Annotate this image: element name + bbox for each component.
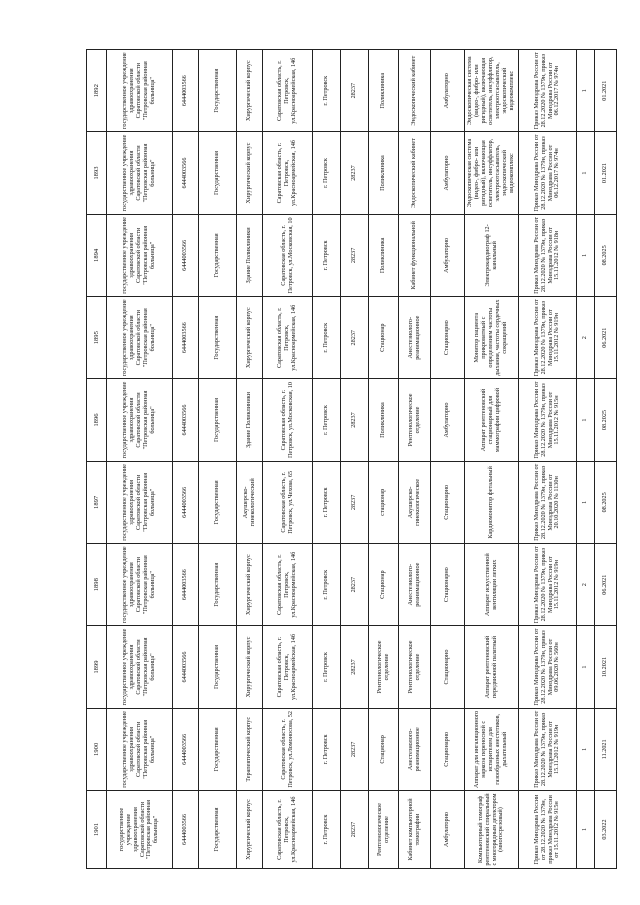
postcode-cell: 28237 [341,50,369,132]
division-cell: стационар [369,461,399,543]
quantity-cell: 1 [577,214,595,296]
ownership-cell: Государственная [199,50,237,132]
record-number-cell: 1895 [87,297,107,379]
table-row [431,50,465,869]
equipment-cell: Эндоскопическая система (видео-, фибро- или ригидный), включающая осветитель, инсуффлятор, электроотсасыватель, эндоскопический видеокомплекс [465,132,519,214]
quantity-cell: 1 [577,461,595,543]
organization-cell: государственное учреждение здравоохранения Саратовской области "Петровская районная больница" [107,708,173,790]
care-type-cell: Амбулаторно [431,791,465,869]
inn-cell: 6444003566 [173,544,199,626]
organization-cell: государственное учреждение здравоохранения Саратовской области "Петровская районная больница" [107,379,173,461]
city-cell: г. Петровск [313,132,341,214]
table-row [595,50,617,869]
postcode-cell: 28237 [341,544,369,626]
ownership-cell: Государственная [199,626,237,708]
equipment-cell: Аппарат рентгеновский передвижной палатный [465,626,519,708]
inn-cell: 6444003566 [173,626,199,708]
equipment-cell: Кардиомонитор фетальный [465,461,519,543]
care-type-cell: Стационарно [431,461,465,543]
building-cell: Хирургический корпус [237,791,263,869]
building-cell: Акушерско-гинекологический [237,461,263,543]
table-row [173,50,199,869]
city-cell: г. Петровск [313,297,341,379]
organization-cell: государственное учреждение здравоохранения Саратовской области "Петровская районная больница" [107,297,173,379]
equipment-cell: Аппарат для ингаляционного наркоза переносной с испарителем для газообразных анестетиков, дыхательный [465,708,519,790]
record-number-cell: 1892 [87,50,107,132]
address-cell: Саратовская область, г. Петровск, ул.Московская, 10 [263,214,313,296]
city-cell: г. Петровск [313,626,341,708]
care-type-cell: Амбулаторно [431,50,465,132]
date-cell: 08.2025 [595,461,617,543]
order-cell: Приказ Минздрава России от 28.12.2020 № 1379н, приказ Минздрава России от 09.06.2020 № 560н [519,626,577,708]
date-cell: 08.2025 [595,214,617,296]
division-cell: Рентгенологическое отделение [369,791,399,869]
quantity-cell: 1 [577,626,595,708]
quantity-cell: 1 [577,50,595,132]
city-cell: г. Петровск [313,50,341,132]
organization-cell: государственное учреждение здравоохранения Саратовской области "Петровская районная больница" [107,791,173,869]
address-cell: Саратовская область, г. Петровск, ул.Красноармейская, 14б [263,626,313,708]
order-cell: Приказ Минздрава России от 28.12.2020 № 1379н, приказ Минздрава России от 15.11.2012 № 915н [519,791,577,869]
city-cell: г. Петровск [313,791,341,869]
city-cell: г. Петровск [313,214,341,296]
table-row [263,50,313,869]
division-cell: Стационар [369,297,399,379]
quantity-cell: 2 [577,297,595,379]
record-number-cell: 1897 [87,461,107,543]
ownership-cell: Государственная [199,132,237,214]
address-cell: Саратовская область, г. Петровск, ул.Московская, 10 [263,379,313,461]
inn-cell: 6444003566 [173,50,199,132]
table-row [313,50,341,869]
city-cell: г. Петровск [313,544,341,626]
date-cell: 01.2021 [595,50,617,132]
building-cell: Хирургический корпус [237,297,263,379]
organization-cell: государственное учреждение здравоохранения Саратовской области "Петровская районная больница" [107,461,173,543]
postcode-cell: 28237 [341,461,369,543]
care-type-cell: Амбулаторно [431,379,465,461]
organization-cell: государственное учреждение здравоохранения Саратовской области "Петровская районная больница" [107,132,173,214]
quantity-cell: 1 [577,132,595,214]
order-cell: Приказ Минздрава России от 28.12.2020 № 1379н, приказ Минздрава России от 15.11.2012 № 919н [519,544,577,626]
inn-cell: 6444003566 [173,461,199,543]
postcode-cell: 28237 [341,297,369,379]
organization-cell: государственное учреждение здравоохранения Саратовской области "Петровская районная больница" [107,626,173,708]
care-type-cell: Стационарно [431,544,465,626]
postcode-cell: 28237 [341,626,369,708]
division-cell: Поликлиника [369,379,399,461]
cabinet-cell: Анестезиолого-реанимационное [399,708,431,790]
organization-cell: государственное учреждение здравоохранения Саратовской области "Петровская районная больница" [107,214,173,296]
quantity-cell: 1 [577,379,595,461]
date-cell: 03.2022 [595,791,617,869]
division-cell: Поликлиника [369,214,399,296]
record-number-cell: 1899 [87,626,107,708]
division-cell: Поликлиника [369,50,399,132]
order-cell: Приказ Минздрава России от 28.12.2020 № 1379н, приказ Минздрава России от 15.11.2012 № 918н [519,214,577,296]
city-cell: г. Петровск [313,379,341,461]
record-number-cell: 1898 [87,544,107,626]
building-cell: Хирургический корпус [237,544,263,626]
building-cell: Терапевтический корпус [237,708,263,790]
record-number-cell: 1901 [87,791,107,869]
division-cell: Поликлиника [369,132,399,214]
division-cell: Стационар [369,708,399,790]
care-type-cell: Стационарно [431,708,465,790]
date-cell: 10.2021 [595,626,617,708]
record-number-cell: 1900 [87,708,107,790]
cabinet-cell: Анестезиолого-реанимационное [399,544,431,626]
equipment-cell: Монитор пациента прикроватный с определением частоты дыхания, частоты сердечных сокращений [465,297,519,379]
city-cell: г. Петровск [313,461,341,543]
record-number-cell: 1896 [87,379,107,461]
date-cell: 06.2021 [595,297,617,379]
building-cell: Хирургический корпус [237,50,263,132]
building-cell: Здание Поликлиники [237,379,263,461]
cabinet-cell: Рентгенологическое отделение [399,379,431,461]
quantity-cell: 1 [577,791,595,869]
table-row [399,50,431,869]
postcode-cell: 28237 [341,708,369,790]
order-cell: Приказ Минздрава России от 28.12.2020 № 1379н, приказ Минздрава России от 06.12.2017 № 974н [519,132,577,214]
cabinet-cell: Анестезиолого-реанимационное [399,297,431,379]
inn-cell: 6444003566 [173,214,199,296]
building-cell: Хирургический корпус [237,132,263,214]
division-cell: Стационар [369,544,399,626]
address-cell: Саратовская область, г. Петровск, ул.Красноармейская, 14б [263,50,313,132]
table-row [465,50,519,869]
inn-cell: 6444003566 [173,379,199,461]
table-row [237,50,263,869]
ownership-cell: Государственная [199,791,237,869]
care-type-cell: Стационарно [431,297,465,379]
equipment-register-table [86,49,617,869]
organization-cell: государственное учреждение здравоохранения Саратовской области "Петровская районная больница" [107,544,173,626]
quantity-cell: 1 [577,708,595,790]
inn-cell: 6444003566 [173,132,199,214]
organization-cell: государственное учреждение здравоохранения Саратовской области "Петровская районная больница" [107,50,173,132]
equipment-cell: Аппарат рентгеновский стационарный для маммографии цифровой [465,379,519,461]
table-row [519,50,577,869]
date-cell: 06.2021 [595,544,617,626]
quantity-cell: 2 [577,544,595,626]
order-cell: Приказ Минздрава России от 28.12.2020 № 1379н, приказ Минздрава России от 15.11.2012 № 915н [519,379,577,461]
table-row [577,50,595,869]
ownership-cell: Государственная [199,214,237,296]
ownership-cell: Государственная [199,297,237,379]
record-number-cell: 1894 [87,214,107,296]
record-number-cell: 1893 [87,132,107,214]
date-cell: 08.2025 [595,379,617,461]
cabinet-cell: Акушерско-гинекологическое [399,461,431,543]
address-cell: Саратовская область, г. Петровск, ул.Красноармейская, 14б [263,132,313,214]
order-cell: Приказ Минздрава России от 28.12.2020 № 1379н, приказ Минздрава России от 20.10.2020 № 1130н [519,461,577,543]
table-body [87,50,617,869]
date-cell: 01.2021 [595,132,617,214]
equipment-cell: Эндоскопическая система (видео-, фибро- или ригидный), включающая осветитель, инсуффлятор, электроотсасыватель, эндоскопический видеокомплекс [465,50,519,132]
table-row [199,50,237,869]
city-cell: г. Петровск [313,708,341,790]
inn-cell: 6444003566 [173,297,199,379]
table-row [87,50,107,869]
cabinet-cell: Эндоскопический кабинет [399,132,431,214]
table-row [341,50,369,869]
address-cell: Саратовская область, г. Петровск, ул.Ломоносова, 52 [263,708,313,790]
equipment-cell: Электрокардиограф 12-канальный [465,214,519,296]
equipment-cell: Аппарат искусственной вентиляции легких [465,544,519,626]
cabinet-cell: Эндоскопический кабинет [399,50,431,132]
order-cell: Приказ Минздрава России от 28.12.2020 № 1379н, приказ Минздрава России от 15.11.2012 № 919н [519,297,577,379]
order-cell: Приказ Минздрава России от 28.12.2020 № 1379н, приказ Минздрава России от 06.12.2017 № 974н [519,50,577,132]
address-cell: Саратовская область, г. Петровск, ул.Красноармейская, 14б [263,544,313,626]
postcode-cell: 28237 [341,379,369,461]
inn-cell: 6444003566 [173,708,199,790]
table-row [107,50,173,869]
postcode-cell: 28237 [341,132,369,214]
equipment-cell: Компьютерный томограф рентгеновский спиральный с многорядным детектором (многосрезовый) [465,791,519,869]
care-type-cell: Амбулаторно [431,214,465,296]
address-cell: Саратовская область, г. Петровск, ул.Красноармейская, 14б [263,791,313,869]
care-type-cell: Амбулаторно [431,132,465,214]
inn-cell: 6444003566 [173,791,199,869]
rotated-table-container [86,49,616,869]
postcode-cell: 28237 [341,214,369,296]
cabinet-cell: Кабинет функциональной [399,214,431,296]
ownership-cell: Государственная [199,708,237,790]
building-cell: Здание Поликлиники [237,214,263,296]
care-type-cell: Стационарно [431,626,465,708]
postcode-cell: 28237 [341,791,369,869]
ownership-cell: Государственная [199,379,237,461]
building-cell: Хирургический корпус [237,626,263,708]
cabinet-cell: Рентгенологическое отделение [399,626,431,708]
address-cell: Саратовская область, г. Петровск, ул.Чехова, 65 [263,461,313,543]
ownership-cell: Государственная [199,461,237,543]
cabinet-cell: Кабинет компьютерной томографии [399,791,431,869]
table-row [369,50,399,869]
order-cell: Приказ Минздрава России от 28.12.2020 № 1379н, приказ Минздрава России от 15.11.2012 № 919н [519,708,577,790]
division-cell: Рентгенологическое отделение [369,626,399,708]
address-cell: Саратовская область, г. Петровск, ул.Красноармейская, 14б [263,297,313,379]
ownership-cell: Государственная [199,544,237,626]
date-cell: 11.2021 [595,708,617,790]
